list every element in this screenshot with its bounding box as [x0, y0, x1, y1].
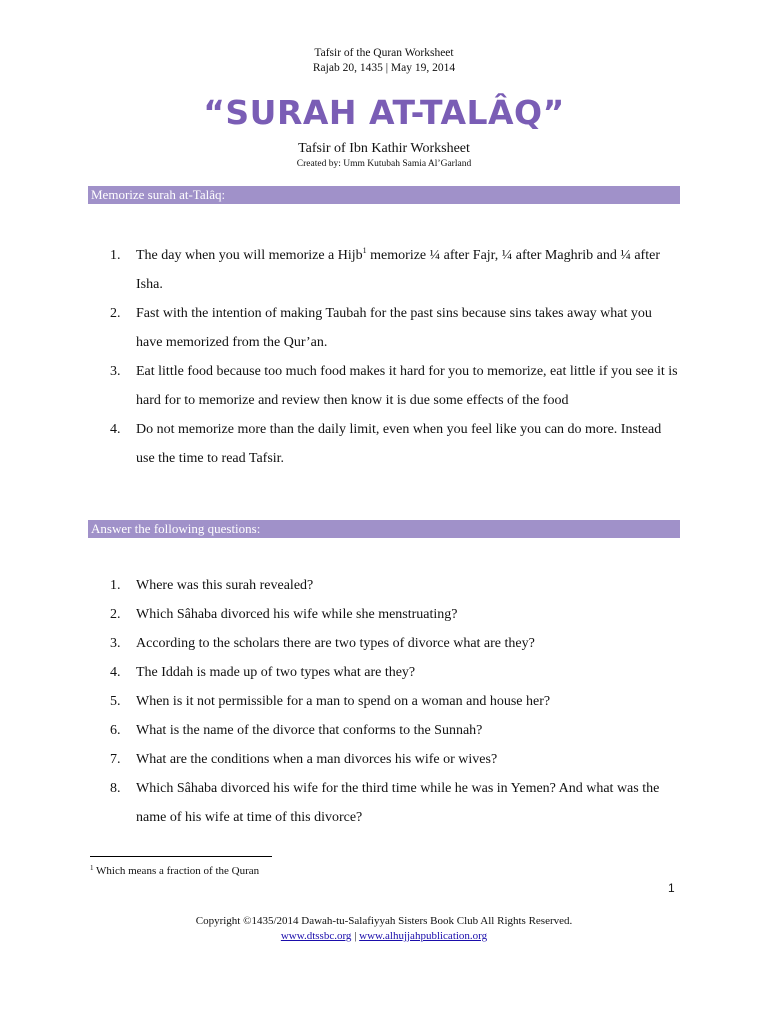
footnote — [90, 864, 259, 878]
header-date: Rajab 20, 1435 | May 19, 2014 — [312, 62, 456, 74]
author-credit: Created by: Umm Kutubah Samia Al’Garland — [296, 159, 472, 169]
page-number: 1 — [668, 881, 675, 895]
list-text: When is it not permissible for a man to spend on a woman and house her? — [136, 694, 551, 709]
website-link-alhujjah[interactable]: www.alhujjahpublication.org — [359, 930, 488, 942]
header-title: Tafsir of the Quran Worksheet — [314, 47, 454, 59]
list-item — [0, 745, 768, 774]
section-heading-questions: Answer the following questions: — [88, 520, 680, 538]
list-number: 7. — [110, 752, 121, 767]
list-text: According to the scholars there are two types of divorce what are they? — [136, 636, 535, 651]
list-text: Do not memorize more than the daily limit, even when you feel like you can do more. Instead use the time to read Tafsir. — [136, 422, 662, 466]
list-number: 8. — [110, 781, 121, 796]
list-item — [0, 241, 768, 299]
list-item — [0, 658, 768, 687]
questions-list — [0, 571, 768, 832]
list-number: 1. — [110, 578, 121, 593]
list-item — [0, 687, 768, 716]
document-subtitle: Tafsir of Ibn Kathir Worksheet — [298, 141, 470, 156]
copyright-notice: Copyright ©1435/2014 Dawah-tu-Salafiyyah Sisters Book Club All Rights Reserved. — [195, 915, 573, 927]
document-title: “SURAH AT-TALÂQ” — [203, 93, 565, 132]
list-number: 4. — [110, 665, 121, 680]
footnote-number: 1 — [90, 864, 94, 872]
list-number: 1. — [110, 248, 121, 263]
list-item — [0, 299, 768, 357]
list-item — [0, 774, 768, 832]
list-item — [0, 415, 768, 473]
list-text: What are the conditions when a man divorces his wife or wives? — [136, 752, 498, 767]
list-item — [0, 571, 768, 600]
list-text: Where was this surah revealed? — [136, 578, 314, 593]
list-text: The day when you will memorize a Hijb$^1$ memorize ¼ after Fajr, ¼ after Maghrib and ¼ after Isha. — [136, 246, 660, 292]
list-text: Fast with the intention of making Taubah for the past sins because sins takes away what you have memorized from the Qur’an. — [136, 306, 652, 350]
memorize-tips-list — [0, 241, 768, 473]
footer-links — [0, 929, 768, 943]
list-number: 3. — [110, 364, 121, 379]
list-item — [0, 600, 768, 629]
list-text: What is the name of the divorce that conforms to the Sunnah? — [136, 723, 483, 738]
website-link-dtssbc[interactable]: www.dtssbc.org — [280, 930, 352, 942]
list-number: 2. — [110, 306, 121, 321]
list-text: Which Sâhaba divorced his wife for the third time while he was in Yemen? And what was the name of his wife at time of this divorce? — [136, 781, 660, 825]
section-heading-memorize: Memorize surah at-Talâq: — [88, 186, 680, 204]
list-number: 2. — [110, 607, 121, 622]
link-separator: | — [351, 930, 360, 942]
list-item — [0, 629, 768, 658]
list-number: 3. — [110, 636, 121, 651]
list-number: 6. — [110, 723, 121, 738]
list-item — [0, 716, 768, 745]
list-text: The Iddah is made up of two types what are they? — [136, 665, 416, 680]
list-number: 5. — [110, 694, 121, 709]
footnote-ref: 1 — [362, 246, 367, 255]
list-item — [0, 357, 768, 415]
footnote-text: Which means a fraction of the Quran — [93, 865, 260, 877]
list-text: Which Sâhaba divorced his wife while she menstruating? — [136, 607, 458, 622]
list-text: Eat little food because too much food makes it hard for you to memorize, eat little if you see it is hard for to memorize and review then know it is due some effects of the food — [136, 364, 678, 408]
footnote-divider — [90, 856, 272, 857]
list-number: 4. — [110, 422, 121, 437]
